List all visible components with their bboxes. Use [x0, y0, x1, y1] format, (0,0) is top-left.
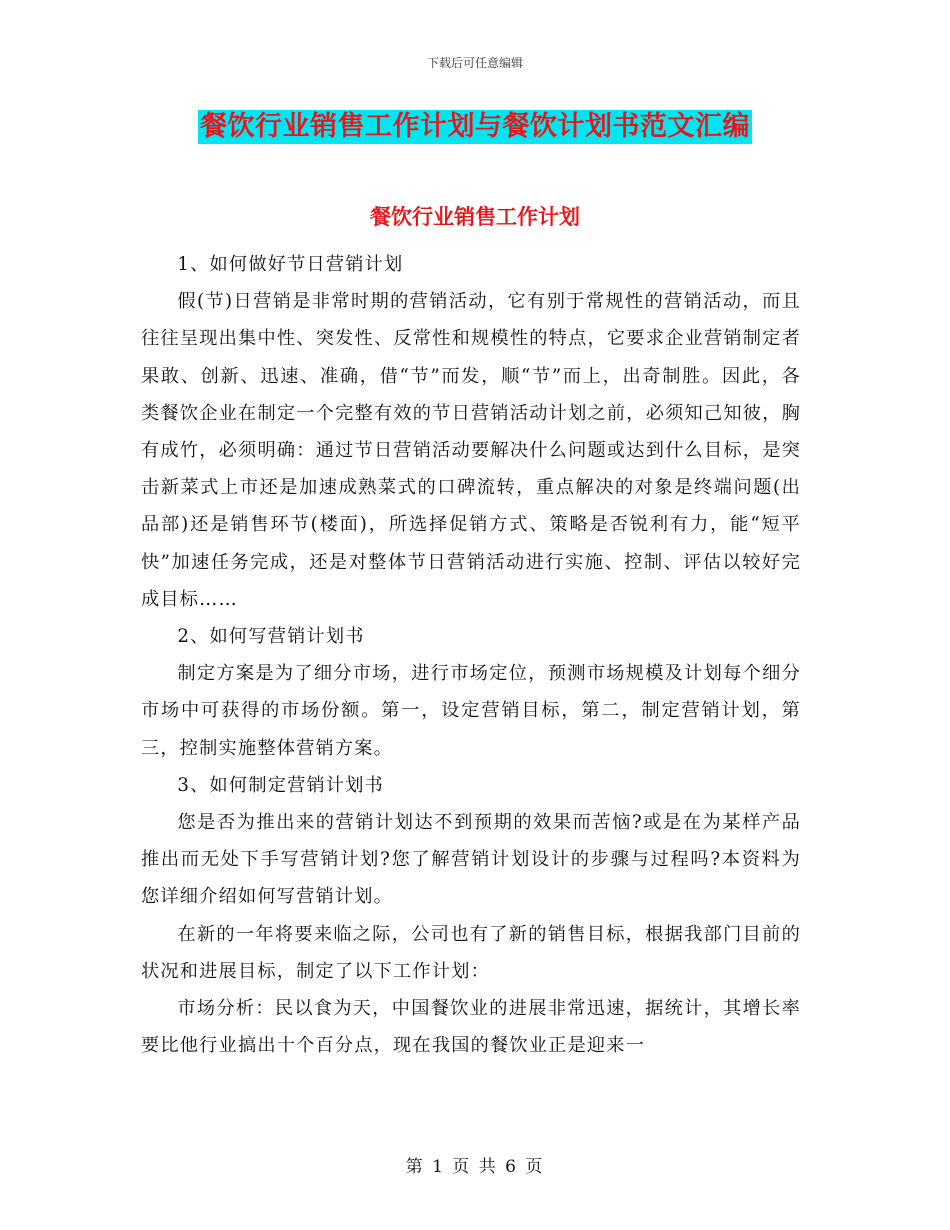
paragraph: 在新的一年将要来临之际，公司也有了新的销售目标，根据我部门目前的状况和进展目标，制定了以下工作计划： — [141, 923, 801, 982]
header-note: 下载后可任意编辑 — [426, 56, 523, 70]
paragraph: 假(节)日营销是非常时期的营销活动，它有别于常规性的营销活动，而且往往呈现出集中性、突发性、反常性和规模性的特点，它要求企业营销制定者果敢、创新、迅速、准确，借“节”而发，顺“节”而上，出奇制胜。因此，各类餐饮企业在制定一个完整有效的节日营销活动计划之前，必须知己知彼，胸有成竹，必须明确：通过节日营销活动要解决什么问题或达到什么目标，是突击新菜式上市还是加速成熟菜式的口碑流转，重点解决的对象是终端问题(出品部)还是销售环节(楼面)，所选择促销方式、策略是否锐利有力，能“短平快”加速任务完成，还是对整体节日营销活动进行实施、控制、评估以较好完成目标…… — [141, 291, 801, 610]
document-title-container — [0, 110, 950, 144]
section-title: 餐饮行业销售工作计划 — [370, 204, 580, 229]
paragraph: 市场分析：民以食为天，中国餐饮业的进展非常迅速，据统计，其增长率要比他行业搞出十个百分点，现在我国的餐饮业正是迎来一 — [141, 998, 801, 1057]
paragraph: 您是否为推出来的营销计划达不到预期的效果而苦恼?或是在为某样产品推出而无处下手写营销计划?您了解营销计划设计的步骤与过程吗?本资料为您详细介绍如何写营销计划。 — [141, 812, 801, 908]
document-title: 餐饮行业销售工作计划与餐饮计划书范文汇编 — [200, 111, 750, 142]
page-footer: 第 1 页 共 6 页 — [405, 1157, 545, 1177]
document-body — [141, 246, 801, 1064]
paragraph: 制定方案是为了细分市场，进行市场定位，预测市场规模及计划每个细分市场中可获得的市场份额。第一，设定营销目标，第二，制定营销计划，第三，控制实施整体营销方案。 — [141, 663, 801, 759]
heading-2: 2、如何写营销计划书 — [177, 626, 365, 648]
heading-3: 3、如何制定营销计划书 — [177, 774, 385, 796]
heading-1: 1、如何做好节日营销计划 — [177, 254, 404, 275]
